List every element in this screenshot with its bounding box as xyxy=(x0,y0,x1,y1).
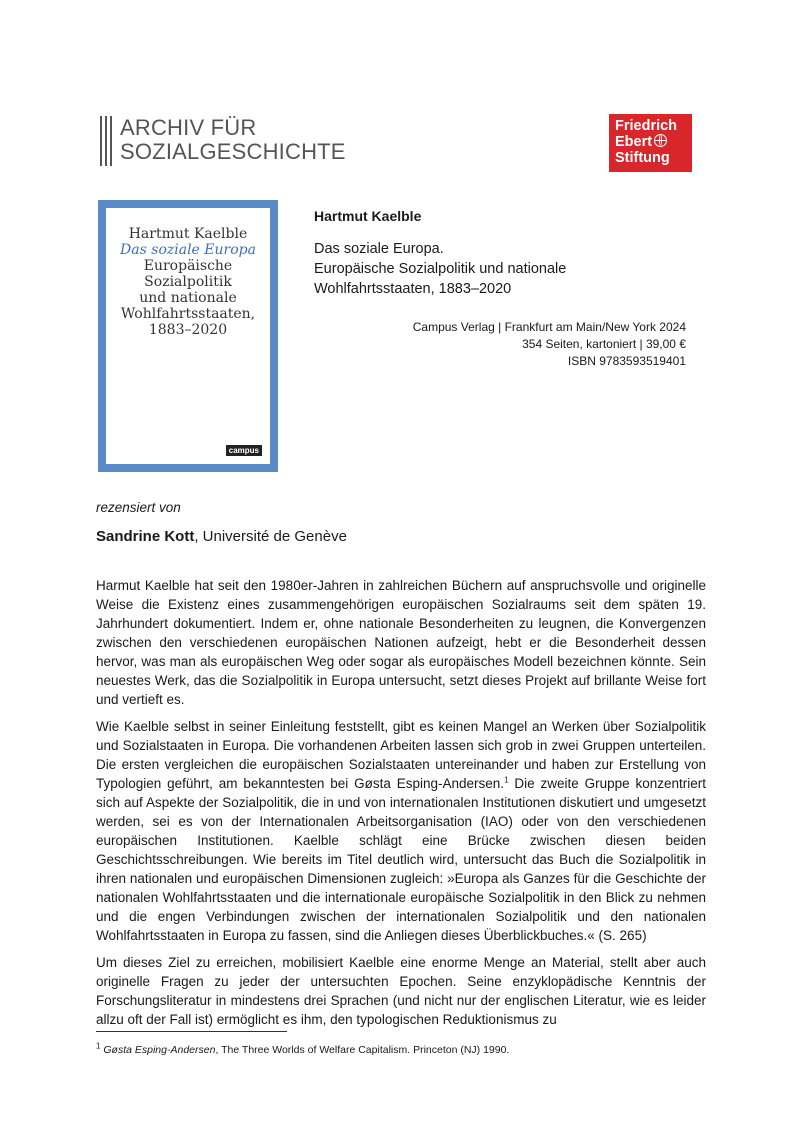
book-cover xyxy=(98,200,278,472)
footnote-author: Gøsta Esping-Andersen xyxy=(103,1044,216,1056)
fes-line-3: Stiftung xyxy=(615,150,670,166)
globe-icon xyxy=(654,134,667,147)
book-info xyxy=(314,207,686,370)
publisher: Campus Verlag | Frankfurt am Main/New York 2024 xyxy=(412,320,686,334)
cover-subtitle-line: 1883–2020 xyxy=(148,322,228,338)
paragraph: Harmut Kaelble hat seit den 1980er-Jahren in zahlreichen Büchern auf anspruchsvolle und originelle Weise die Existenz eines zusammengehörigen europäischen Sozialraums seit dem späten 19. Jahrhundert dokumentiert. Indem er, ohne nationale Besonderheiten zu leugnen, die Konvergenzen zwischen den verschiedenen europäischen Nationen aufzeigt, hebt er die Besonderheit dessen hervor, was man als europäischen Weg oder sogar als europäisches Modell bezeichnen könnte. Sein neuestes Werk, das die Sozialpolitik in Europa untersucht, setzt dieses Projekt auf brillante Weise fort und vertieft es. xyxy=(96,578,706,707)
friedrich-ebert-stiftung-logo xyxy=(609,114,692,172)
footnote xyxy=(96,1041,510,1056)
publisher-badge: campus xyxy=(226,445,262,456)
cover-subtitle-line: Sozialpolitik xyxy=(144,274,232,290)
book-cover-inner xyxy=(106,208,270,464)
review-body xyxy=(96,576,706,1037)
book-title-line: Das soziale Europa. xyxy=(314,241,444,257)
cover-subtitle-line: Europäische xyxy=(143,258,233,274)
book-title-line: Europäische Sozialpolitik und nationale xyxy=(314,261,567,277)
footnote-text: , The Three Worlds of Welfare Capitalism. Princeton (NJ) 1990. xyxy=(215,1044,510,1056)
book-title-line: Wohlfahrtsstaaten, 1883–2020 xyxy=(314,281,512,297)
book-author: Hartmut Kaelble xyxy=(314,208,422,224)
logo-bars-icon xyxy=(100,116,112,166)
footnote-divider xyxy=(96,1031,287,1032)
reviewer-affiliation: , Université de Genève xyxy=(194,528,347,545)
paragraph: Um dieses Ziel zu erreichen, mobilisiert Kaelble eine enorme Menge an Material, stellt aber auch originelle Fragen zu jeder der untersuchten Epochen. Seine enzyklopädische Kenntnis der Forschungsliteratur in mindestens drei Sprachen (und nicht nur der englischen Literatur, wie es leider allzu oft der Fall ist) ermöglicht es ihm, den typologischen Reduktionismus zu xyxy=(96,955,706,1027)
publication-info xyxy=(314,319,686,370)
logo-line-2: SOZIALGESCHICHTE xyxy=(120,139,346,164)
reviewed-by-label: rezensiert von xyxy=(96,500,181,515)
cover-subtitle-line: und nationale xyxy=(139,290,237,306)
paragraph: Wie Kaelble selbst in seiner Einleitung feststellt, gibt es keinen Mangel an Werken über Sozialpolitik und Sozialstaaten in Europa. Die vorhandenen Arbeiten lassen sich grob in zwei Gruppen unterteilen. Die ersten vergleichen die europäischen Sozialstaaten untereinander und haben zur Erstellung von Typologien geführt, am bekanntesten bei Gøsta Esping-Andersen.$^1$ Die zweite Gruppe konzentriert sich auf Aspekte der Sozialpolitik, die in und von internationalen Institutionen diskutiert und umgesetzt werden, sei es von der Internationalen Arbeitsorganisation (IAO) oder von den verschiedenen europäischen Institutionen. Kaelble schlägt eine Brücke zwischen diesen beiden Geschichtsschreibungen. Wie bereits im Titel deutlich wird, untersucht das Buch die Sozialpolitik in ihren nationalen und europäischen Dimensionen zugleich: »Europa als Ganzes für die Geschichte der nationalen Wohlfahrtsstaaten und die internationale europäische Sozialpolitik in den Blick zu nehmen und die engen Verbindungen zwischen der internationalen Sozialpolitik und den nationalen Wohlfahrtsstaaten in Europa zu fassen, sind die Anliegen dieses Überblickbuches.« (S. 265) xyxy=(96,719,706,943)
fes-line-1: Friedrich xyxy=(615,118,678,134)
cover-subtitle-line: Wohlfahrtsstaaten, xyxy=(120,306,256,322)
reviewer-name: Sandrine Kott xyxy=(96,528,195,545)
logo-line-1: ARCHIV FÜR xyxy=(120,115,257,140)
reviewer xyxy=(96,528,347,545)
footnote-number: 1 xyxy=(96,1041,101,1051)
footnote-ref[interactable]: 1 xyxy=(504,775,509,785)
cover-author: Hartmut Kaelble xyxy=(128,226,248,242)
book-details: 354 Seiten, kartoniert | 39,00 € xyxy=(522,337,686,351)
archiv-fuer-sozialgeschichte-logo xyxy=(100,116,346,166)
isbn: ISBN 9783593519401 xyxy=(567,354,686,368)
cover-title: Das soziale Europa xyxy=(120,242,256,258)
fes-line-2: Ebert xyxy=(615,134,653,150)
